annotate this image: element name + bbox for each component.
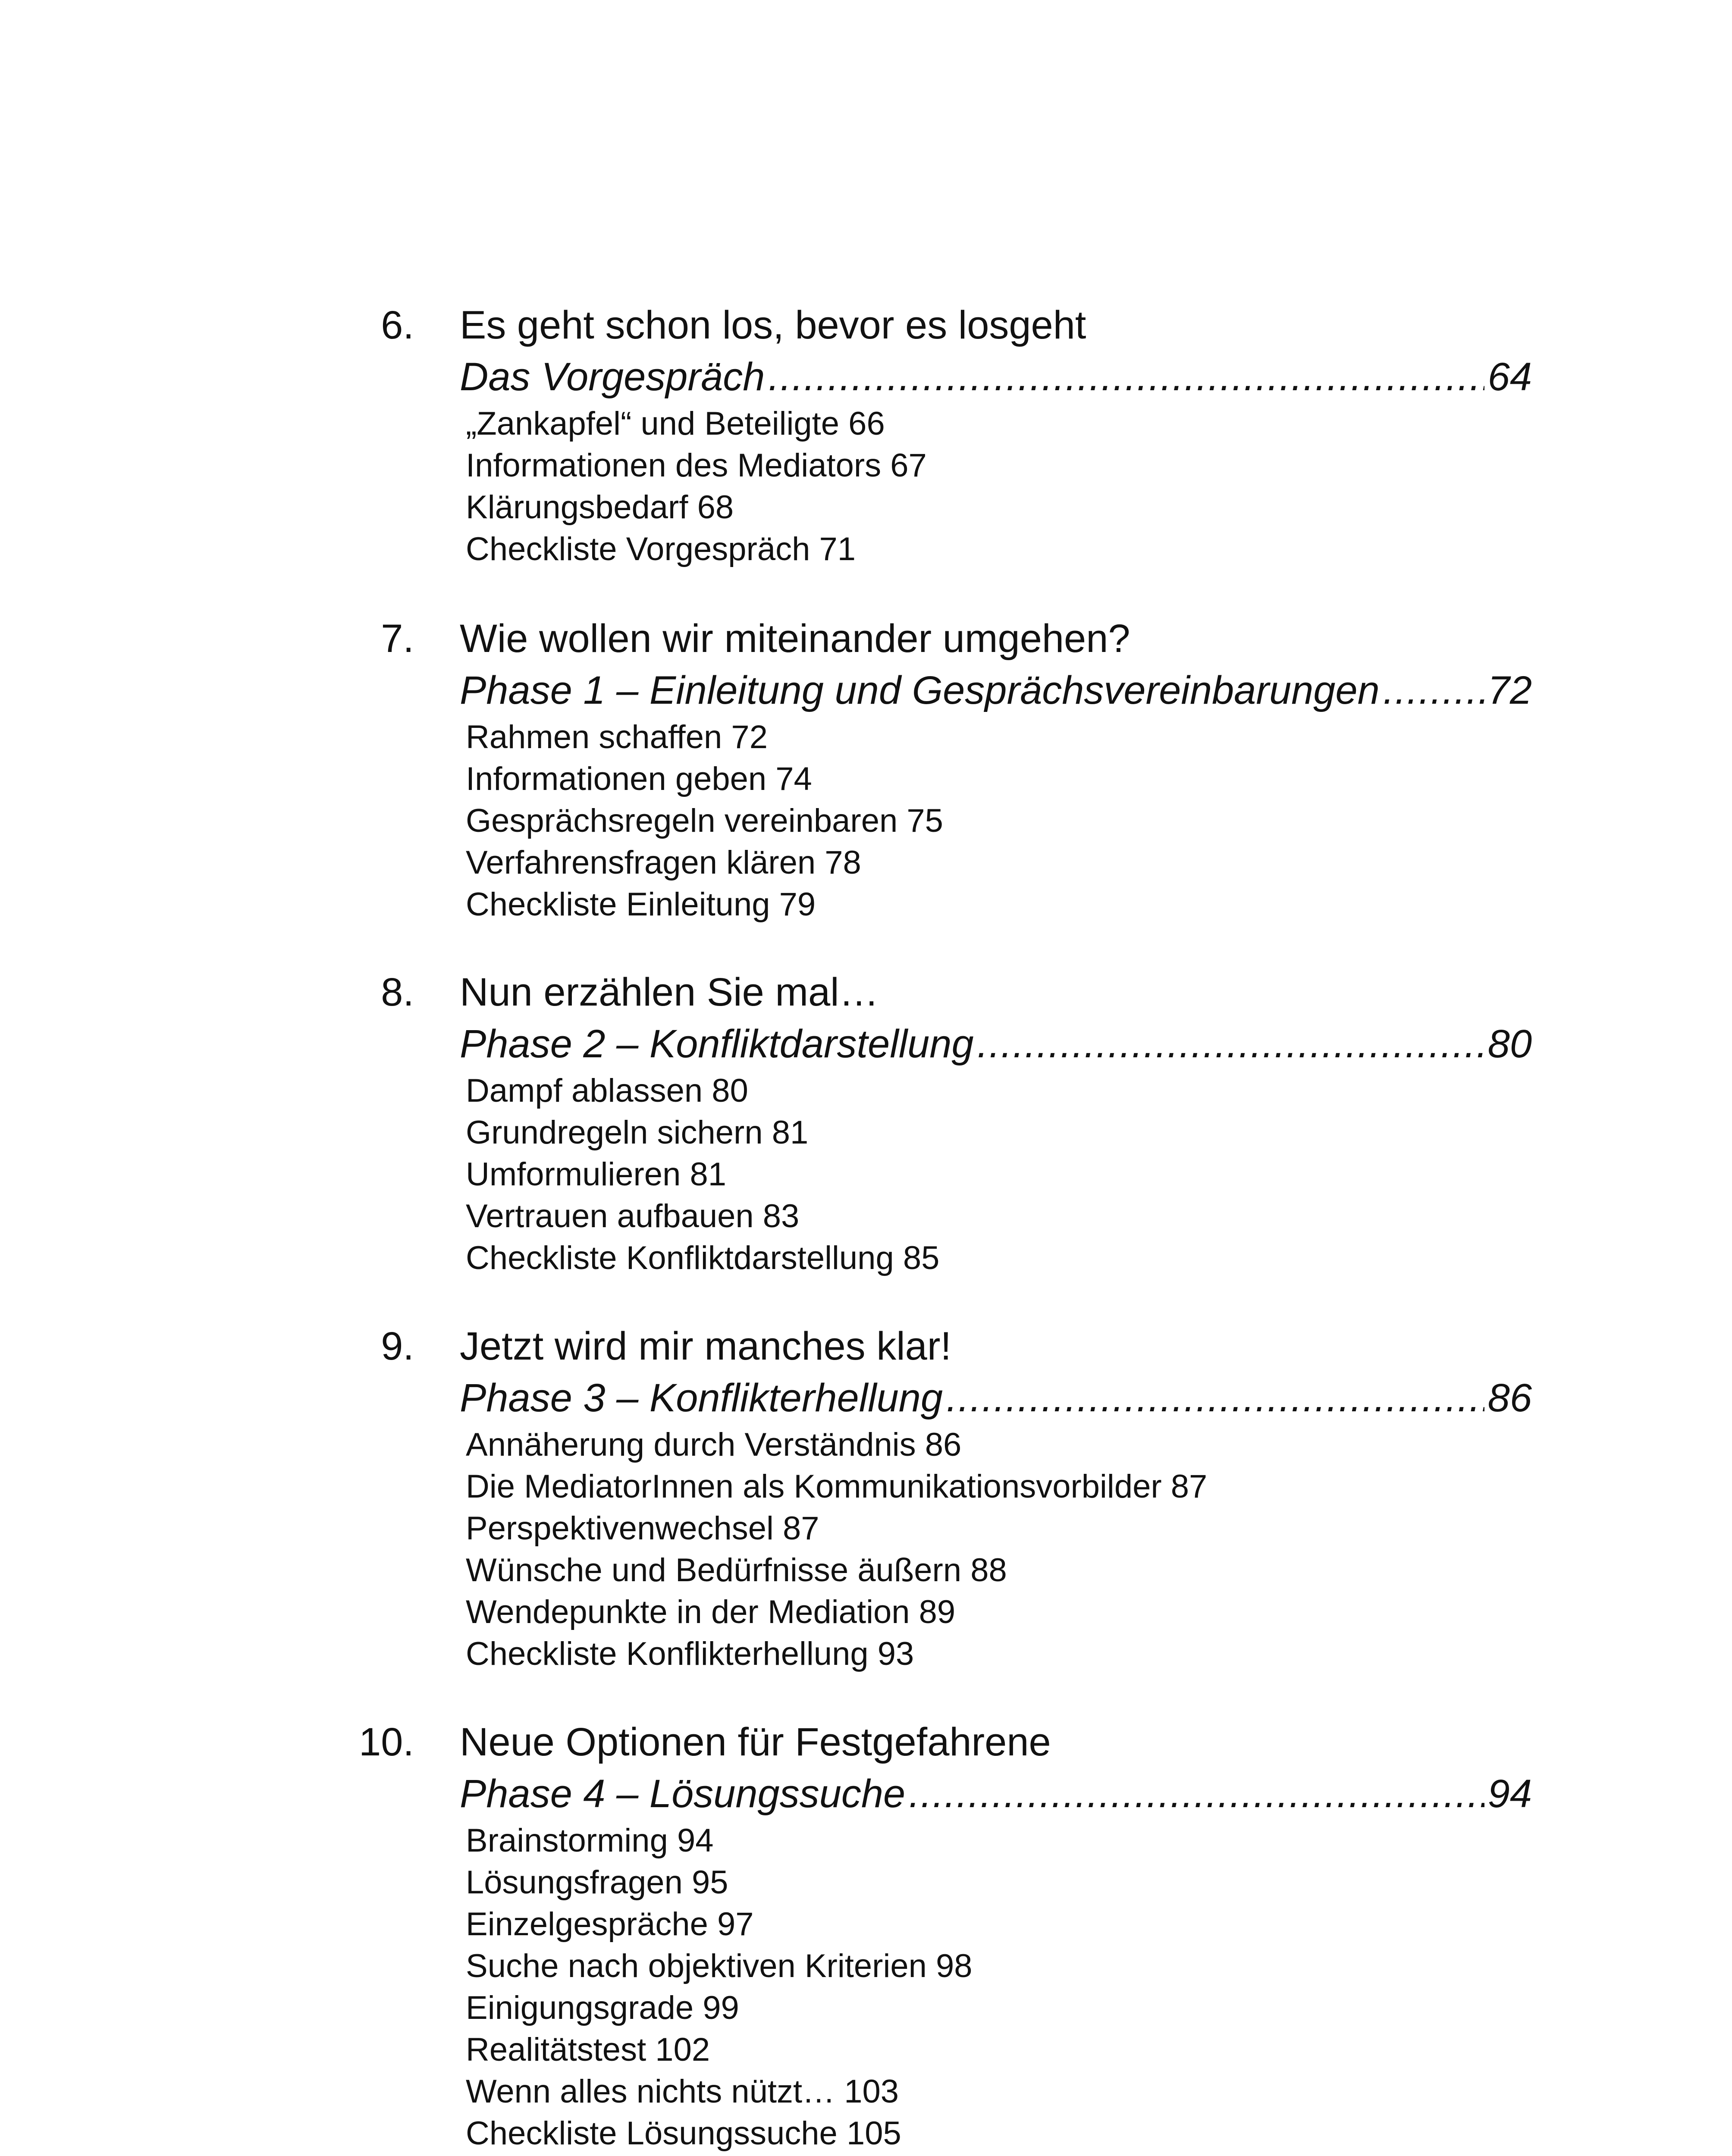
- chapter-number: 10.: [359, 1720, 414, 1764]
- subsection-list: [466, 1070, 939, 1279]
- phase-page-number: 72: [1487, 668, 1532, 712]
- dot-leader: [768, 351, 1484, 403]
- toc-subentry[interactable]: Die MediatorInnen als Kommunikationsvorbilder 87: [466, 1468, 1208, 1505]
- toc-subentry[interactable]: Informationen des Mediators 67: [466, 447, 927, 484]
- phase-page-number: 64: [1487, 355, 1532, 399]
- chapter-phase-entry[interactable]: [460, 351, 1532, 403]
- phase-title: Das Vorgespräch: [460, 355, 765, 399]
- phase-title: Phase 3 – Konflikterhellung: [460, 1376, 943, 1420]
- phase-page-number: 80: [1487, 1022, 1532, 1066]
- toc-subentry[interactable]: Checkliste Vorgespräch 71: [466, 531, 856, 567]
- toc-subentry[interactable]: Checkliste Konflikterhellung 93: [466, 1636, 914, 1672]
- toc-subentry[interactable]: „Zankapfel“ und Beteiligte 66: [466, 405, 885, 442]
- toc-subentry[interactable]: Checkliste Konfliktdarstellung 85: [466, 1240, 940, 1276]
- toc-subentry[interactable]: Lösungsfragen 95: [466, 1864, 728, 1901]
- toc-subentry[interactable]: Einigungsgrade 99: [466, 1990, 739, 2026]
- chapter-number: 9.: [381, 1324, 414, 1368]
- dot-leader: [909, 1768, 1484, 1820]
- toc-subentry[interactable]: Checkliste Einleitung 79: [466, 886, 816, 923]
- toc-subentry[interactable]: Perspektivenwechsel 87: [466, 1510, 819, 1547]
- chapter-number: 7.: [381, 617, 414, 661]
- toc-subentry[interactable]: Dampf ablassen 80: [466, 1072, 748, 1109]
- chapter-number: 6.: [381, 303, 414, 347]
- chapter-phase-entry[interactable]: [460, 1372, 1532, 1424]
- toc-subentry[interactable]: Wendepunkte in der Mediation 89: [466, 1594, 956, 1630]
- toc-subentry[interactable]: Grundregeln sichern 81: [466, 1114, 809, 1151]
- toc-subentry[interactable]: Einzelgespräche 97: [466, 1906, 754, 1943]
- dot-leader: [977, 1018, 1484, 1070]
- dot-leader: [1383, 664, 1484, 716]
- subsection-list: [466, 1820, 973, 2154]
- dot-leader: [946, 1372, 1484, 1424]
- toc-subentry[interactable]: Informationen geben 74: [466, 761, 812, 797]
- toc-subentry[interactable]: Suche nach objektiven Kriterien 98: [466, 1948, 973, 1984]
- chapter-phase-entry[interactable]: [460, 1768, 1532, 1820]
- toc-subentry[interactable]: Annäherung durch Verständnis 86: [466, 1426, 962, 1463]
- toc-subentry[interactable]: Gesprächsregeln vereinbaren 75: [466, 802, 943, 839]
- toc-subentry[interactable]: Brainstorming 94: [466, 1822, 714, 1859]
- chapter-title: Nun erzählen Sie mal…: [460, 970, 879, 1014]
- chapter-title: Jetzt wird mir manches klar!: [460, 1324, 952, 1368]
- toc-subentry[interactable]: Vertrauen aufbauen 83: [466, 1198, 800, 1235]
- toc-subentry[interactable]: Wünsche und Bedürfnisse äußern 88: [466, 1552, 1007, 1589]
- chapter-title: Neue Optionen für Festgefahrene: [460, 1720, 1051, 1764]
- toc-subentry[interactable]: Realitätstest 102: [466, 2031, 710, 2068]
- phase-page-number: 94: [1487, 1772, 1532, 1816]
- toc-subentry[interactable]: Wenn alles nichts nützt… 103: [466, 2073, 899, 2110]
- chapter-phase-entry[interactable]: [460, 1018, 1532, 1070]
- phase-title: Phase 4 – Lösungssuche: [460, 1772, 906, 1816]
- toc-subentry[interactable]: Umformulieren 81: [466, 1156, 726, 1193]
- subsection-list: [466, 1424, 1207, 1675]
- phase-title: Phase 2 – Konfliktdarstellung: [460, 1022, 974, 1066]
- phase-title: Phase 1 – Einleitung und Gesprächsvereinbarungen: [460, 668, 1380, 712]
- chapter-title: Wie wollen wir miteinander umgehen?: [460, 617, 1130, 661]
- subsection-list: [466, 403, 927, 570]
- toc-subentry[interactable]: Klärungsbedarf 68: [466, 489, 734, 526]
- toc-subentry[interactable]: Verfahrensfragen klären 78: [466, 844, 861, 881]
- chapter-title: Es geht schon los, bevor es losgeht: [460, 303, 1086, 347]
- chapter-number: 8.: [381, 970, 414, 1014]
- toc-subentry[interactable]: Rahmen schaffen 72: [466, 719, 768, 755]
- subsection-list: [466, 716, 943, 925]
- toc-subentry[interactable]: Checkliste Lösungssuche 105: [466, 2115, 901, 2152]
- chapter-phase-entry[interactable]: [460, 664, 1532, 716]
- phase-page-number: 86: [1487, 1376, 1532, 1420]
